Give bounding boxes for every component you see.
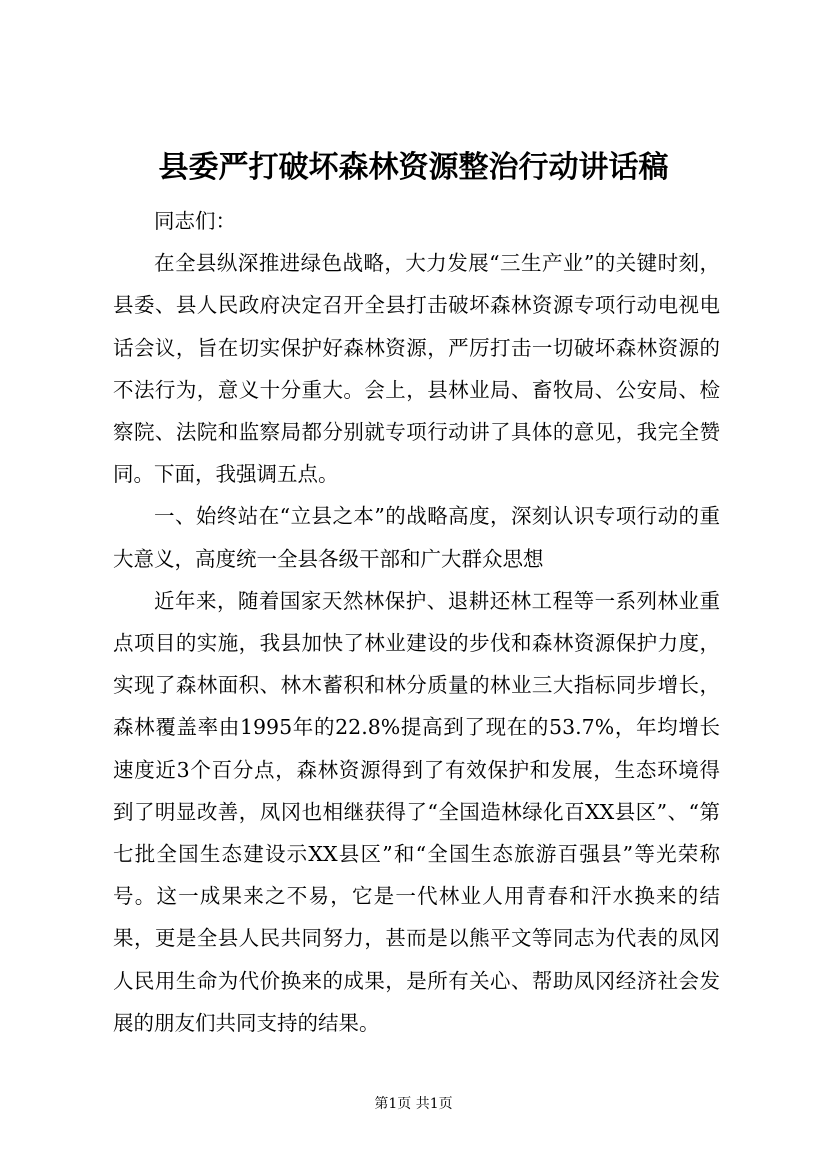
document-body: [113, 200, 720, 1044]
document-title: 县委严打破坏森林资源整治行动讲话稿: [158, 150, 669, 185]
salutation: 同志们：: [154, 209, 236, 233]
paragraph-forestry-achievements: 近年来，随着国家天然林保护、退耕还林工程等一系列林业重点项目的实施，我县加快了林业建设的步伐和森林资源保护力度，实现了森林面积、林木蓄积和林分质量的林业三大指标同步增长，森林覆盖率由1995年的22.8%提高到了现在的53.7%，年均增长速度近3个百分点，森林资源得到了有效保护和发展，生态环境得到了明显改善，凤冈也相继获得了“全国造林绿化百XX县区”、“第七批全国生态建设示XX县区”和“全国生态旅游百强县”等光荣称号。这一成果来之不易，它是一代林业人用青春和汗水换来的结果，更是全县人民共同努力，甚而是以熊平文等同志为代表的凤冈人民用生命为代价换来的成果，是所有关心、帮助凤冈经济社会发展的朋友们共同支持的结果。: [113, 588, 720, 1035]
page-footer: 第1页 共1页: [374, 1096, 453, 1112]
section-heading-one: 一、始终站在“立县之本”的战略高度，深刻认识专项行动的重大意义，高度统一全县各级干部和广大群众思想: [113, 504, 720, 571]
paragraph-intro: 在全县纵深推进绿色战略，大力发展“三生产业”的关键时刻，县委、县人民政府决定召开全县打击破坏森林资源专项行动电视电话会议，旨在切实保护好森林资源，严厉打击一切破坏森林资源的不法行为，意义十分重大。会上，县林业局、畜牧局、公安局、检察院、法院和监察局都分别就专项行动讲了具体的意见，我完全赞同。下面，我强调五点。: [113, 251, 720, 487]
